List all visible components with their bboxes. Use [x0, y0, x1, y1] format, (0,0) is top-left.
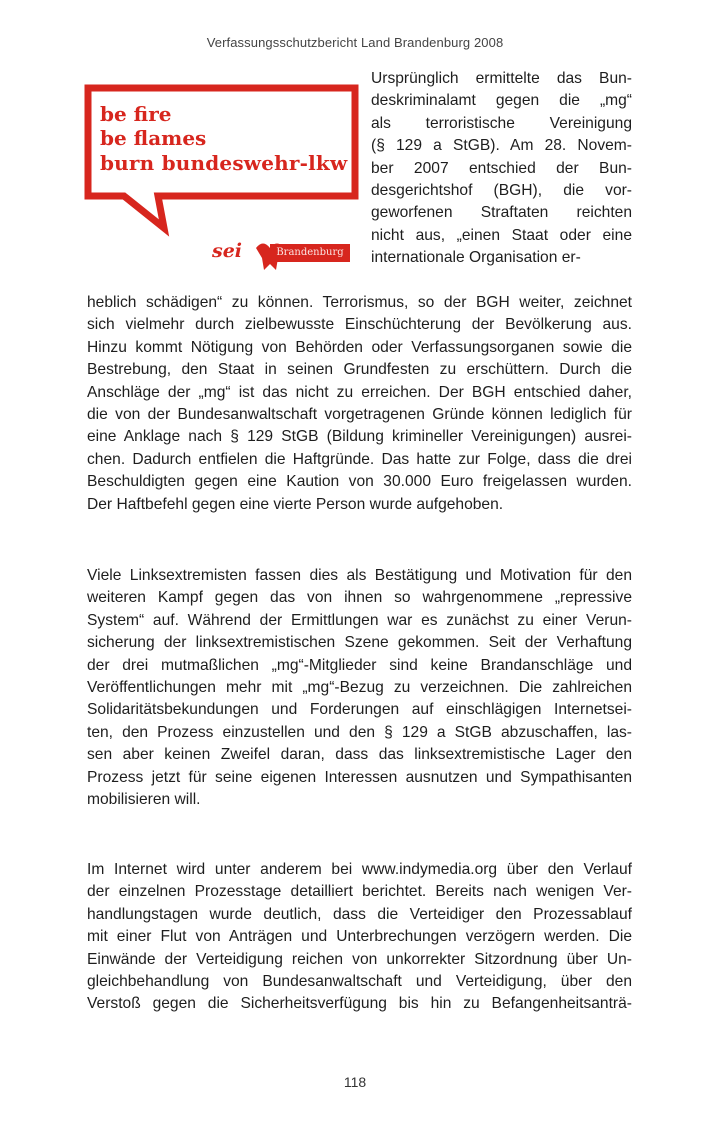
text-line: Prozess jetzt für seine eigenen Interessen ausnutzen und Sympathisanten: [87, 768, 632, 786]
paragraph-3: [87, 859, 632, 1016]
text-line: mit einer Flut von Anträgen und Unterbrechungen verzögern werden. Die: [87, 928, 632, 946]
poster-image: [80, 78, 363, 288]
brand-word: sei: [212, 240, 243, 262]
text-line: nicht aus, „einen Staat oder eine: [371, 226, 632, 244]
text-line: Veröffentlichungen mehr mit „mg“-Bezug zu verzeichnen. Die zahlreichen: [87, 678, 632, 696]
text-line: mobilisieren will.: [87, 790, 201, 808]
poster-line-2: be flames: [100, 126, 207, 150]
text-line: als terroristische Vereinigung: [371, 114, 632, 132]
text-line: Beschuldigten gegen eine Kaution von 30.000 Euro freigelassen wurden.: [87, 473, 632, 491]
text-line: Anschläge der „mg“ ist das nicht zu erreichen. Der BGH entschied daher,: [87, 383, 632, 401]
text-line: Bestrebung, den Staat in seinen Grundfesten zu erschüttern. Durch die: [87, 361, 632, 379]
text-line: internationale Organisation er-: [371, 249, 581, 267]
text-line: gleichbehandlung von Bundesanwaltschaft und Verteidigung, über den: [87, 972, 632, 990]
text-line: Solidaritätsbekundungen und Forderungen auf einschlägigen Internetsei-: [87, 701, 632, 719]
intro-text: [371, 68, 632, 270]
text-line: chen. Dadurch entfielen die Haftgründe. Das hatte zur Folge, dass die drei: [87, 450, 632, 468]
paragraph-1: [87, 292, 632, 516]
text-line: der drei mutmaßlichen „mg“-Mitglieder sind keine Brandanschläge und: [87, 656, 632, 674]
poster-line-1: be fire: [100, 102, 172, 126]
text-line: System“ auf. Während der Ermittlungen war es zunächst zu einer Verun-: [87, 611, 632, 629]
text-line: der einzelnen Prozesstage detailliert berichtet. Bereits nach wenigen Ver-: [87, 883, 632, 901]
text-line: Einwände der Verteidigung reichen von unkorrekter Sitzordnung über Un-: [87, 950, 632, 968]
text-line: die von der Bundesanwaltschaft vorgetragenen Gründe können lediglich für: [87, 405, 632, 423]
text-line: geworfenen Straftaten reichten: [371, 204, 632, 222]
text-line: desgerichtshof (BGH), die vor-: [371, 181, 632, 199]
text-line: (§ 129 a StGB). Am 28. Novem-: [371, 137, 632, 155]
text-line: sich vielmehr durch zielbewusste Einschüchterung der Bevölkerung aus.: [87, 316, 632, 334]
page-number: 118: [343, 1074, 367, 1090]
text-line: handlungstagen wurde deutlich, dass die Verteidiger den Prozessablauf: [87, 905, 632, 923]
text-line: sen aber keinen Zweifel daran, dass das linksextremistische Lager den: [87, 746, 632, 764]
text-line: ber 2007 entschied der Bun-: [371, 159, 632, 177]
text-line: Im Internet wird unter anderem bei www.indymedia.org über den Verlauf: [87, 861, 632, 878]
text-line: Hinzu kommt Nötigung von Behörden oder Verfassungsorganen sowie die: [87, 338, 632, 356]
text-line: Viele Linksextremisten fassen dies als Bestätigung und Motivation für den: [87, 567, 632, 584]
text-line: eine Anklage nach § 129 StGB (Bildung krimineller Vereinigungen) ausrei-: [87, 428, 632, 446]
poster-line-3: burn bundeswehr-lkw: [100, 151, 348, 175]
brand-region-badge: Brandenburg: [270, 244, 350, 262]
paragraph-2: [87, 565, 632, 811]
text-line: sicherung der linksextremistischen Szene gekommen. Seit der Verhaftung: [87, 634, 632, 652]
text-line: weiteren Kampf gegen das von ihnen so wahrgenommene „repressive: [87, 589, 632, 607]
text-line: ten, den Prozess einzustellen und den § 129 a StGB abzuschaffen, las-: [87, 723, 632, 741]
text-line: Verstoß gegen die Sicherheitsverfügung bis hin zu Befangenheitsanträ-: [87, 995, 632, 1013]
text-line: Ursprünglich ermittelte das Bun-: [371, 70, 632, 87]
text-line: deskriminalamt gegen die „mg“: [371, 92, 632, 110]
text-line: Der Haftbefehl gegen eine vierte Person wurde aufgehoben.: [87, 495, 504, 513]
running-title: Verfassungsschutzbericht Land Brandenburg 2008: [206, 35, 504, 50]
text-line: heblich schädigen“ zu können. Terrorismus, so der BGH weiter, zeichnet: [87, 294, 632, 311]
